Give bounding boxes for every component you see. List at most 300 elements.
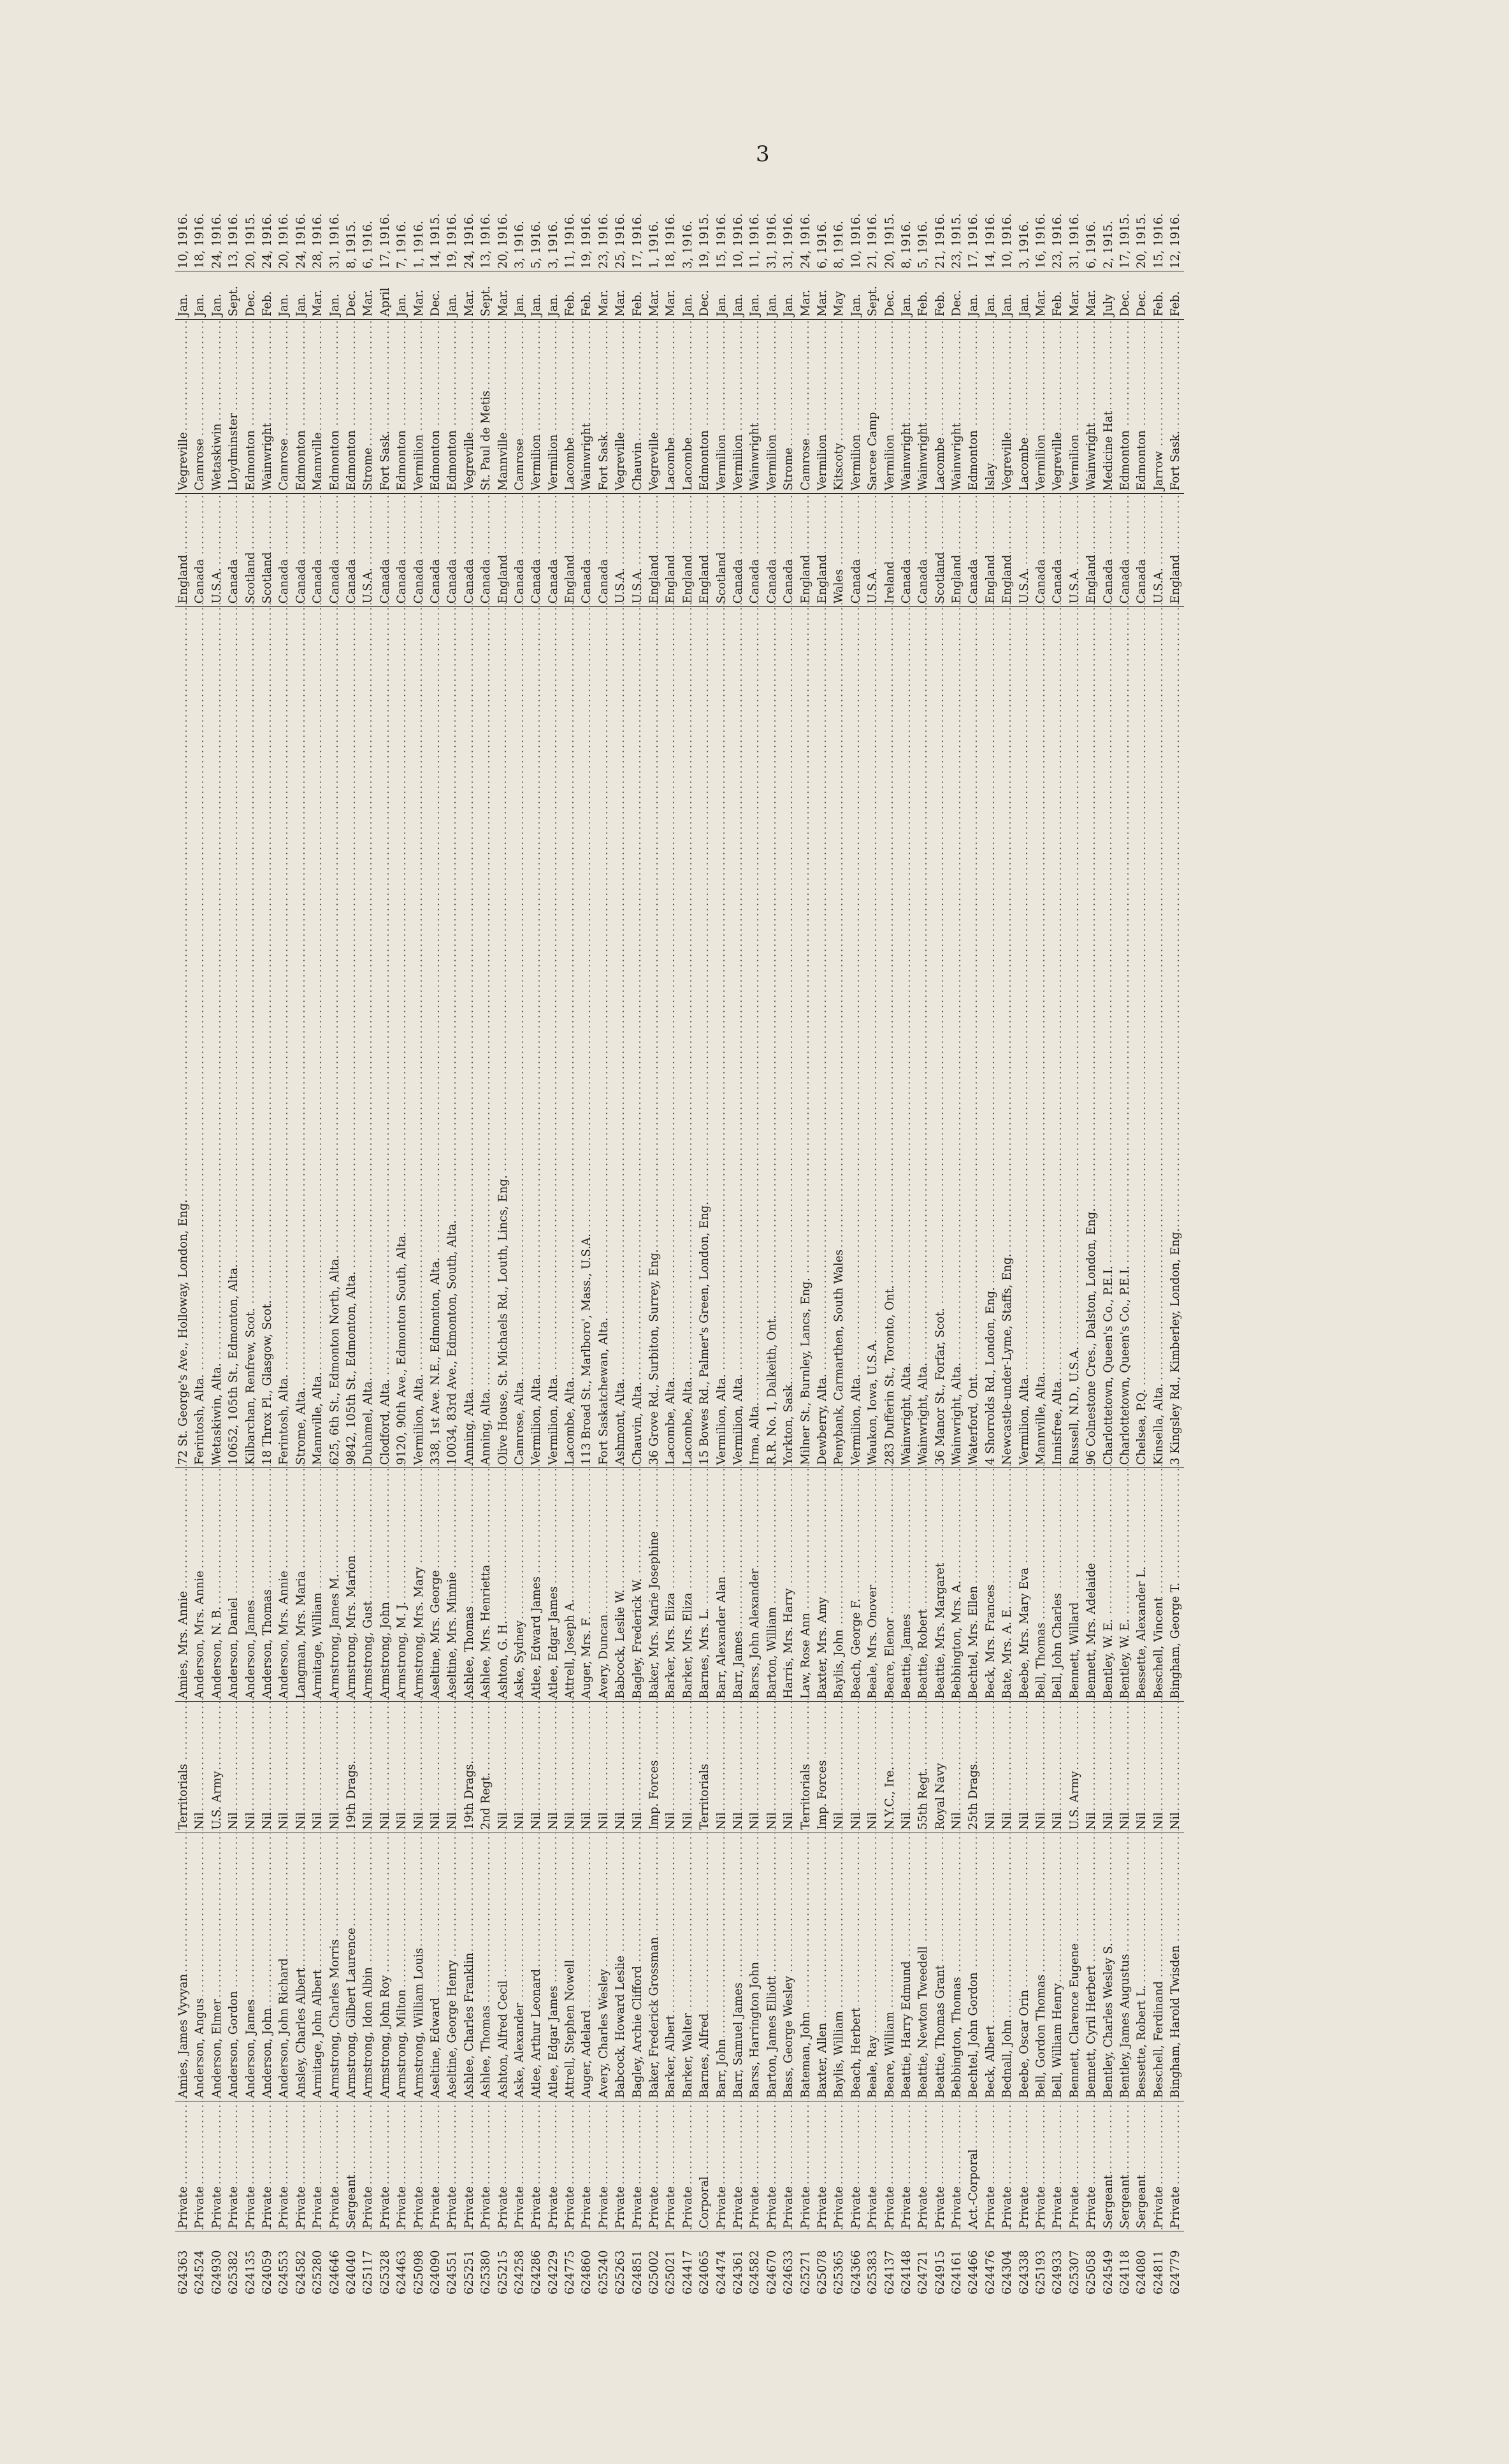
place-of-enlistment-cell [1033, 319, 1050, 493]
rank-cell [276, 2101, 292, 2231]
country-of-birth: Canada [379, 557, 392, 603]
enlistment-date: 3, 1916. [512, 220, 526, 269]
rank: Private [580, 2184, 593, 2228]
soldier-name-cell [1050, 1833, 1066, 2101]
country-of-birth: Canada [294, 557, 308, 603]
former-corps: Nil [597, 1810, 610, 1830]
enlistment-month-cell [495, 271, 511, 319]
country-of-birth: Scotland [244, 550, 257, 603]
place-of-enlistment-cell [999, 319, 1016, 493]
country-of-birth-cell [310, 493, 326, 606]
soldier-name-cell [983, 1833, 999, 2101]
enlistment-month-cell [293, 271, 310, 319]
country-of-birth-cell [1016, 493, 1033, 606]
soldier-name: Anderson, Elmer [210, 1997, 224, 2098]
regimental-number: 624059 [261, 2250, 275, 2295]
enlistment-month-cell [764, 271, 781, 319]
enlistment-month: Feb. [1051, 291, 1065, 317]
country-of-birth-cell [293, 493, 310, 606]
regimental-number-cell [596, 2231, 612, 2297]
regimental-number-cell [999, 2231, 1016, 2297]
country-of-birth: Canada [328, 557, 342, 603]
place-of-enlistment-cell [899, 319, 915, 493]
soldier-name-cell [343, 1833, 360, 2101]
former-corps-cell [1016, 1702, 1033, 1833]
table-row [730, 207, 747, 2297]
next-of-kin-address: Chelsea, P.Q. [1135, 1387, 1148, 1465]
enlistment-date: 23, 1915. [950, 213, 964, 269]
enlistment-date: 19, 1915. [698, 213, 712, 269]
place-of-enlistment-cell [932, 319, 949, 493]
next-of-kin: Anderson, Thomas [261, 1587, 274, 1699]
former-corps-cell [310, 1702, 326, 1833]
regimental-number: 624137 [883, 2250, 897, 2295]
rank-cell [461, 2101, 478, 2231]
former-corps: Nil [1118, 1810, 1132, 1830]
country-of-birth-cell [545, 493, 562, 606]
enlistment-date-cell [1134, 207, 1150, 271]
place-of-enlistment: Wainwright [900, 421, 913, 491]
regimental-number: 624933 [1051, 2250, 1065, 2295]
soldier-name-cell [865, 1833, 881, 2101]
former-corps: 2nd Regt. [479, 1771, 493, 1830]
former-corps-cell [949, 1702, 965, 1833]
soldier-name: Bateman, John [799, 2010, 812, 2098]
table-row [612, 207, 629, 2297]
next-of-kin-cell [730, 1468, 747, 1702]
next-of-kin-address: Yorkton, Sask. [782, 1379, 795, 1465]
next-of-kin-address: Innisfree, Alta. [1051, 1376, 1064, 1465]
next-of-kin-cell [596, 1468, 612, 1702]
soldier-name-cell [932, 1833, 949, 2101]
country-of-birth-cell [714, 493, 730, 606]
rank: Private [1018, 2184, 1031, 2228]
regimental-number: 624633 [782, 2250, 796, 2295]
place-of-enlistment: Vermilion [816, 433, 829, 491]
enlistment-month-cell [881, 271, 898, 319]
rank-cell [1033, 2101, 1050, 2231]
former-corps-cell [444, 1702, 461, 1833]
next-of-kin: Bentley, W. E. [1118, 1617, 1132, 1699]
soldier-name: Anderson, Angus [193, 1996, 206, 2098]
next-of-kin: Beach, George F. [849, 1597, 863, 1699]
rank-cell [562, 2101, 579, 2231]
rank: Private [597, 2184, 610, 2228]
next-of-kin: Barnes, Mrs. L. [698, 1606, 711, 1699]
enlistment-month: Mar. [496, 289, 510, 317]
enlistment-month: July [1101, 294, 1115, 317]
regimental-number-cell [478, 2231, 495, 2297]
enlistment-month: Mar. [647, 289, 661, 317]
enlistment-date: 24, 1916. [294, 213, 308, 269]
country-of-birth-cell [965, 493, 982, 606]
former-corps: Nil [328, 1810, 342, 1830]
enlistment-month-cell [949, 271, 965, 319]
country-of-birth-cell [327, 493, 343, 606]
rank-cell [377, 2101, 394, 2231]
next-of-kin-cell [1117, 1468, 1134, 1702]
former-corps: Nil [294, 1810, 308, 1830]
rank: Private [984, 2184, 997, 2228]
enlistment-date: 20, 1916. [496, 213, 510, 269]
enlistment-date: 6, 1916. [815, 220, 829, 269]
enlistment-month-cell [512, 271, 528, 319]
rank: Private [244, 2184, 257, 2228]
soldier-name: Bednall, John [1000, 2018, 1014, 2098]
enlistment-date: 18, 1916. [664, 213, 678, 269]
former-corps-cell [192, 1702, 208, 1833]
rank: Private [681, 2184, 695, 2228]
soldier-name: Bessette, Robert L. [1135, 1984, 1148, 2098]
regimental-number-cell [714, 2231, 730, 2297]
regimental-number-cell [528, 2231, 545, 2297]
soldier-name-cell [1083, 1833, 1100, 2101]
soldier-name: Amies, James Vyvyan [177, 1972, 190, 2098]
soldier-name: Bass, George Wesley [782, 1974, 795, 2098]
next-of-kin-address: Wainwright, Alta. [950, 1360, 964, 1465]
place-of-enlistment: Medicine Hat [1102, 409, 1115, 491]
rank: Private [445, 2184, 459, 2228]
next-of-kin-address-cell [965, 607, 982, 1468]
next-of-kin-address: Kilbarchan, Renfrew, Scot. [244, 1306, 257, 1465]
next-of-kin-address: 283 Dufferin St., Toronto, Ont. [883, 1283, 897, 1465]
next-of-kin-cell [562, 1468, 579, 1702]
next-of-kin-address-cell [226, 607, 242, 1468]
country-of-birth-cell [1033, 493, 1050, 606]
table-row [1167, 207, 1184, 2297]
next-of-kin-cell [461, 1468, 478, 1702]
next-of-kin-cell [512, 1468, 528, 1702]
enlistment-month-cell [663, 271, 679, 319]
soldier-name-cell [730, 1833, 747, 2101]
soldier-name-cell [1117, 1833, 1134, 2101]
next-of-kin-address: 9842, 105th St., Edmonton, Alta. [345, 1269, 358, 1465]
enlistment-month-cell [175, 271, 192, 319]
regimental-number-cell [663, 2231, 679, 2297]
enlistment-month: Dec. [428, 290, 442, 317]
place-of-enlistment-cell [814, 319, 831, 493]
country-of-birth: Scotland [715, 550, 728, 603]
rank-cell [714, 2101, 730, 2231]
enlistment-date: 13, 1916. [227, 213, 241, 269]
enlistment-date: 14, 1916. [983, 213, 997, 269]
table-row [276, 207, 292, 2297]
place-of-enlistment: Camrose [799, 436, 812, 491]
enlistment-month: Jan. [177, 293, 191, 317]
former-corps: Nil [1169, 1810, 1182, 1830]
former-corps: Nil [361, 1810, 375, 1830]
former-corps-cell [1151, 1702, 1167, 1833]
next-of-kin-cell [612, 1468, 629, 1702]
next-of-kin-address-cell [1050, 607, 1066, 1468]
regimental-number-cell [983, 2231, 999, 2297]
enlistment-date: 16, 1916. [1034, 213, 1048, 269]
soldier-name: Beck, Albert [984, 2023, 997, 2098]
enlistment-month-cell [478, 271, 495, 319]
enlistment-date-cell [428, 207, 444, 271]
enlistment-month-cell [209, 271, 226, 319]
table-row [714, 207, 730, 2297]
former-corps: Nil [1018, 1810, 1031, 1830]
next-of-kin-address: Wetaskiwin, Alta. [210, 1361, 224, 1465]
country-of-birth: Canada [429, 557, 442, 603]
soldier-name-cell [293, 1833, 310, 2101]
soldier-name: Armstrong, Gilbert Laurence [345, 1926, 358, 2098]
regimental-number: 624474 [714, 2250, 728, 2295]
enlistment-date: 13, 1916. [479, 213, 493, 269]
regimental-number: 625117 [361, 2250, 375, 2295]
next-of-kin-address: Lacombe, Alta. [563, 1375, 577, 1465]
next-of-kin-address: Vermilion, Alta. [732, 1372, 745, 1465]
next-of-kin-address: 18 Throx Pl., Glasgow, Scot. [261, 1298, 274, 1465]
soldier-name-cell [562, 1833, 579, 2101]
rank: Private [479, 2184, 493, 2228]
regimental-number: 624361 [731, 2250, 745, 2295]
enlistment-date: 8, 1915. [345, 220, 358, 269]
next-of-kin-address: Chauvin, Alta. [631, 1380, 644, 1465]
regimental-number: 624080 [1135, 2250, 1149, 2295]
former-corps: Royal Navy [934, 1761, 947, 1830]
next-of-kin-cell [848, 1468, 865, 1702]
soldier-name: Bentley, Charles Wesley S. [1102, 1941, 1115, 2098]
next-of-kin: Barr, James [732, 1629, 745, 1699]
rank: Private [1034, 2184, 1048, 2228]
former-corps-cell [461, 1702, 478, 1833]
table-row [478, 207, 495, 2297]
enlistment-date-cell [293, 207, 310, 271]
next-of-kin-address: Duhamel, Alta. [361, 1376, 375, 1465]
country-of-birth: England [984, 553, 997, 604]
enlistment-month-cell [781, 271, 797, 319]
enlistment-month-cell [596, 271, 612, 319]
soldier-name-cell [899, 1833, 915, 2101]
soldier-name: Ashlee, Charles Franklin [463, 1951, 476, 2098]
place-of-enlistment: St. Paul de Metis [479, 389, 493, 491]
table-row [1016, 207, 1033, 2297]
regimental-number-cell [814, 2231, 831, 2297]
regimental-number-cell [175, 2231, 192, 2297]
next-of-kin: Avery, Duncan [597, 1613, 610, 1699]
rank-cell [848, 2101, 865, 2231]
country-of-birth: England [563, 553, 577, 604]
rank: Private [934, 2184, 947, 2228]
next-of-kin: Atlee, Edward James [530, 1574, 543, 1699]
enlistment-month-cell [797, 271, 814, 319]
next-of-kin: Baylis, John [832, 1627, 846, 1699]
regimental-number-cell [899, 2231, 915, 2297]
place-of-enlistment-cell [831, 319, 848, 493]
next-of-kin: Bentley, W. E. [1102, 1617, 1115, 1699]
former-corps-cell [259, 1702, 276, 1833]
regimental-number-cell [495, 2231, 511, 2297]
rank: Private [614, 2184, 627, 2228]
country-of-birth-cell [747, 493, 763, 606]
country-of-birth: England [647, 553, 661, 604]
table-row [410, 207, 427, 2297]
regimental-number: 624135 [243, 2250, 257, 2295]
next-of-kin-cell [999, 1468, 1016, 1702]
enlistment-month: Jan. [277, 293, 291, 317]
place-of-enlistment: Vermilion [849, 433, 863, 491]
former-corps-cell [410, 1702, 427, 1833]
place-of-enlistment-cell [1100, 319, 1116, 493]
next-of-kin-address-cell [495, 607, 511, 1468]
next-of-kin-address: 338, 1st Ave. N.E., Edmonton, Alta. [429, 1255, 442, 1465]
former-corps: Territorials [177, 1762, 190, 1829]
rank: Private [732, 2184, 745, 2228]
former-corps: Nil [950, 1810, 964, 1830]
rank-cell [1100, 2101, 1116, 2231]
next-of-kin-address-cell [1033, 607, 1050, 1468]
next-of-kin: Ashlee, Mrs. Henrietta [479, 1563, 493, 1699]
country-of-birth: England [496, 553, 510, 604]
table-row [1151, 207, 1167, 2297]
country-of-birth: England [950, 553, 964, 604]
soldier-name-cell [478, 1833, 495, 2101]
next-of-kin-address-cell [545, 607, 562, 1468]
former-corps: Nil [832, 1810, 846, 1830]
next-of-kin-cell [764, 1468, 781, 1702]
place-of-enlistment: Edmonton [345, 428, 358, 491]
rank-cell [814, 2101, 831, 2231]
rank-cell [512, 2101, 528, 2231]
place-of-enlistment: Fort Sask. [597, 429, 610, 491]
rank-cell [495, 2101, 511, 2231]
enlistment-month: Mar. [815, 289, 829, 317]
soldier-name: Anderson, John [261, 2007, 274, 2098]
enlistment-date: 8, 1916. [832, 220, 846, 269]
regimental-number-cell [428, 2231, 444, 2297]
place-of-enlistment-cell [797, 319, 814, 493]
regimental-number: 624363 [177, 2250, 191, 2295]
country-of-birth-cell [209, 493, 226, 606]
next-of-kin-address: Waukon, Iowa, U.S.A. [866, 1337, 879, 1465]
next-of-kin: Beebe, Mrs. Mary Eva [1018, 1566, 1031, 1699]
place-of-enlistment-cell [1083, 319, 1100, 493]
former-corps-cell [663, 1702, 679, 1833]
place-of-enlistment-cell [1016, 319, 1033, 493]
enlistment-roll-frame [175, 207, 1329, 2297]
country-of-birth-cell [663, 493, 679, 606]
enlistment-month: Mar. [1034, 289, 1048, 317]
place-of-enlistment: Fort Sask. [379, 429, 392, 491]
regimental-number: 624811 [1152, 2250, 1166, 2295]
former-corps-cell [545, 1702, 562, 1833]
next-of-kin: Anderson, Daniel [227, 1596, 240, 1699]
next-of-kin-address-cell [881, 607, 898, 1468]
soldier-name-cell [360, 1833, 377, 2101]
regimental-number-cell [259, 2231, 276, 2297]
country-of-birth: Canada [463, 557, 476, 603]
regimental-number: 624229 [546, 2250, 560, 2295]
soldier-name: Barr, Samuel James [732, 1980, 745, 2098]
enlistment-date-cell [461, 207, 478, 271]
country-of-birth: England [698, 553, 711, 604]
former-corps: Nil [580, 1810, 593, 1830]
country-of-birth: Canada [345, 557, 358, 603]
rank-cell [630, 2101, 646, 2231]
soldier-name: Armstrong, Milton [395, 1987, 408, 2098]
country-of-birth-cell [528, 493, 545, 606]
place-of-enlistment-cell [293, 319, 310, 493]
next-of-kin-address: Vermilion, Alta. [412, 1372, 426, 1465]
table-row [1100, 207, 1116, 2297]
rank-cell [1167, 2101, 1184, 2231]
enlistment-date-cell [512, 207, 528, 271]
place-of-enlistment-cell [697, 319, 713, 493]
former-corps-cell [428, 1702, 444, 1833]
rank-cell [965, 2101, 982, 2231]
next-of-kin-address-cell [1134, 607, 1150, 1468]
next-of-kin: Law, Rose Ann [799, 1611, 812, 1699]
next-of-kin-address: Vermilion, Alta. [715, 1372, 728, 1465]
next-of-kin-address-cell [932, 607, 949, 1468]
former-corps: Nil [900, 1810, 913, 1830]
enlistment-date-cell [764, 207, 781, 271]
enlistment-month-cell [1016, 271, 1033, 319]
enlistment-month: Jan. [899, 293, 913, 317]
former-corps: Nil [715, 1810, 728, 1830]
table-row [512, 207, 528, 2297]
table-row [848, 207, 865, 2297]
enlistment-date-cell [343, 207, 360, 271]
place-of-enlistment: Islay [984, 461, 997, 490]
place-of-enlistment-cell [781, 319, 797, 493]
enlistment-month: Jan. [1000, 293, 1014, 317]
soldier-name-cell [243, 1833, 259, 2101]
enlistment-date: 17, 1916. [630, 213, 644, 269]
next-of-kin-address: Strome, Alta. [294, 1385, 308, 1465]
next-of-kin: Attrell, Joseph A. [563, 1597, 577, 1699]
next-of-kin-address-cell [579, 607, 595, 1468]
place-of-enlistment: Vermilion [1068, 433, 1081, 491]
next-of-kin: Baker, Mrs. Marie Josephine [647, 1529, 661, 1699]
enlistment-date-cell [1067, 207, 1083, 271]
table-row [663, 207, 679, 2297]
next-of-kin-address: Milner St., Burnley, Lancs, Eng. [799, 1276, 812, 1465]
enlistment-month: Jan. [530, 293, 544, 317]
rank-cell [192, 2101, 208, 2231]
next-of-kin-address-cell [983, 607, 999, 1468]
table-row [983, 207, 999, 2297]
former-corps-cell [697, 1702, 713, 1833]
regimental-number: 625271 [798, 2250, 812, 2295]
enlistment-date-cell [528, 207, 545, 271]
enlistment-month: Jan. [681, 293, 695, 317]
regimental-number-cell [192, 2231, 208, 2297]
place-of-enlistment: Vermilion [412, 433, 426, 491]
enlistment-month: Jan. [782, 293, 796, 317]
table-row [495, 207, 511, 2297]
enlistment-date-cell [881, 207, 898, 271]
former-corps: Nil [496, 1810, 510, 1830]
country-of-birth-cell [1167, 493, 1184, 606]
enlistment-month: Feb. [1169, 291, 1183, 317]
former-corps: U.S. Army [1068, 1769, 1081, 1829]
regimental-number: 625382 [227, 2250, 241, 2295]
soldier-name: Bebbington, Thomas [950, 1975, 964, 2098]
place-of-enlistment: Vegreville [1051, 430, 1064, 491]
former-corps: Nil [193, 1810, 206, 1830]
enlistment-date-cell [394, 207, 410, 271]
next-of-kin: Beschell, Vincent [1152, 1595, 1166, 1699]
place-of-enlistment: Vermilion [732, 433, 745, 491]
rank-cell [865, 2101, 881, 2231]
regimental-number: 624930 [210, 2250, 224, 2295]
place-of-enlistment-cell [596, 319, 612, 493]
place-of-enlistment: Lacombe [681, 435, 695, 491]
rank-cell [881, 2101, 898, 2231]
